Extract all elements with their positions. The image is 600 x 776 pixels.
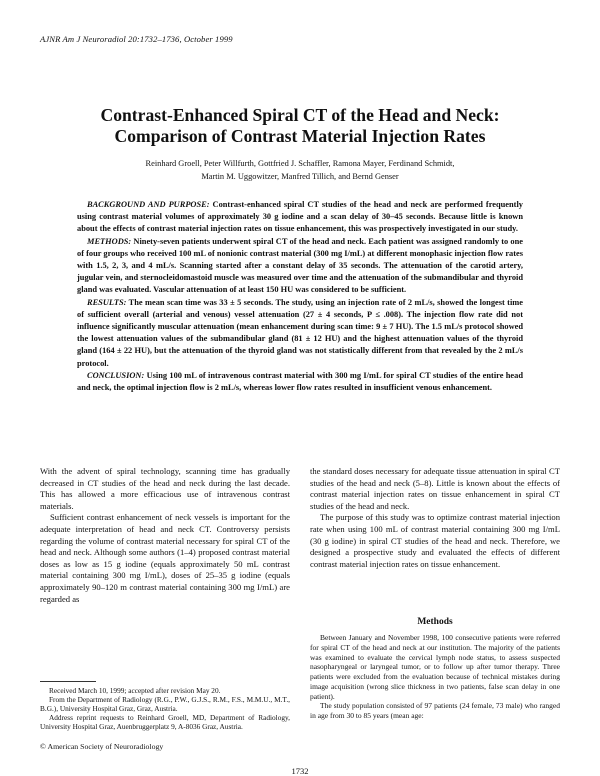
authors-line-2: Martin M. Uggowitzer, Manfred Tillich, and Bernd Genser: [201, 172, 399, 181]
abstract-results: [77, 297, 523, 370]
footnote-affiliation: From the Department of Radiology (R.G., P.W., G.J.S., R.M., F.S., M.M.U., M.T., B.G.), University Hospital Graz, Graz, Austria.: [40, 695, 290, 714]
footnote-address: Address reprint requests to Reinhard Groell, MD, Department of Radiology, University Hospital Graz, Auenbruggerplatz 9, A-8036 Graz, Austria.: [40, 713, 290, 732]
title-line-1: Contrast-Enhanced Spiral CT of the Head and Neck:: [100, 105, 500, 125]
footnotes: [40, 686, 290, 731]
body-column-left: [40, 466, 290, 605]
abstract-methods: [77, 236, 523, 297]
abstract-results-label: RESULTS:: [87, 297, 127, 307]
methods-heading: Methods: [417, 617, 453, 627]
abstract-results-text: The mean scan time was 33 ± 5 seconds. The study, using an injection rate of 2 mL/s, showed the longest time of sufficient overall (arterial and venous) vessel attenuation (27 ± 4 seconds, P ≤ .008). The injection flow rate did not influence significantly muscular attenuation (mean enhancement during scan time: 9 ± 7 HU). The 1.5 mL/s protocol showed the lowest attenuation values of the submandibular gland (81 ± 12 HU) and the highest attenuation values of the thyroid gland (164 ± 22 HU), but the attenuation of the thyroid gland was not statistically different from that revealed by the 2 mL/s protocol.: [77, 297, 523, 368]
body-column-right: [310, 466, 560, 570]
body-paragraph: With the advent of spiral technology, scanning time has gradually decreased in CT studies of the head and neck during the last decade. This has allowed a more efficacious use of intravenous contrast materials.: [40, 466, 290, 511]
footnote-divider: [40, 681, 96, 682]
page-number: 1732: [291, 766, 309, 776]
copyright-notice: © American Society of Neuroradiology: [40, 742, 164, 751]
methods-paragraph: The study population consisted of 97 patients (24 female, 73 male) who ranged in age from 30 to 85 years (mean age:: [310, 701, 560, 720]
abstract-conclusion-text: Using 100 mL of intravenous contrast material with 300 mg I/mL for spiral CT studies of the entire head and neck, the optimal injection flow is 2 mL/s, whereas lower flow rates resulted in insufficient venous enhancement.: [77, 370, 523, 393]
abstract-conclusion: [77, 370, 523, 394]
abstract: [77, 199, 523, 394]
author-list: [80, 157, 520, 183]
article-title: [40, 105, 560, 147]
body-paragraph: The purpose of this study was to optimize contrast material injection rate when using 100 mL of contrast material containing 300 mg I/mL (30 g iodine) in spiral CT studies of the head and neck. Therefore, we designed a prospective study and evaluated the effects of different contrast material injection rates on tissue enhancement.: [310, 512, 560, 569]
abstract-conclusion-label: CONCLUSION:: [87, 370, 145, 380]
title-line-2: Comparison of Contrast Material Injection Rates: [114, 126, 486, 146]
methods-paragraph: Between January and November 1998, 100 consecutive patients were referred for spiral CT of the head and neck at our institution. The majority of the patients was examined to evaluate the cervical lymph node status, to assess suspected nasopharyngeal or laryngeal tumor, or to follow up after tumor therapy. Three patients were excluded from the evaluation because of technical mistakes during image acquisition (wrong slice thickness in two patients, false scan delay in one patient).: [310, 633, 560, 701]
body-paragraph: the standard doses necessary for adequate tissue attenuation in spiral CT studies of the head and neck (5–8). Little is known about the effects of contrast material injection rates on tissue enhancement in spiral CT studies of the head and neck.: [310, 466, 560, 511]
methods-section: [310, 633, 560, 721]
authors-line-1: Reinhard Groell, Peter Willfurth, Gottfried J. Schaffler, Ramona Mayer, Ferdinand Schmidt,: [145, 159, 455, 168]
journal-citation: AJNR Am J Neuroradiol 20:1732–1736, October 1999: [40, 34, 233, 44]
abstract-background-text: Contrast-enhanced spiral CT studies of the head and neck are performed frequently using contrast material volumes of approximately 30 g iodine and a scan delay of 30–45 seconds. Because little is known about the effects of contrast material injection rates on tissue enhancement, this was prospectively investigated in our study.: [77, 200, 523, 234]
abstract-background-label: BACKGROUND AND PURPOSE:: [87, 200, 210, 209]
body-paragraph: Sufficient contrast enhancement of neck vessels is important for the adequate interpretation of head and neck CT. Controversy persists regarding the volume of contrast material necessary for spiral CT of the head and neck. Although some authors (1–4) proposed contrast material doses as low as 15 g iodine (equals approximately 50 mL contrast material containing 300 mg I/mL), doses of 25–35 g iodine (equals approximately 90–120 m contrast material containing 300 mg I/mL) are regarded as: [40, 512, 290, 604]
abstract-background: [77, 199, 523, 236]
abstract-methods-label: METHODS:: [87, 236, 132, 246]
abstract-methods-text: Ninety-seven patients underwent spiral CT of the head and neck. Each patient was assigned randomly to one of four groups who received 100 mL of nonionic contrast material (300 mg I/mL) at different monophasic injection flow rates with 1.5, 2, 3, and 4 mL/s. Scanning started after a constant delay of 35 seconds. The attenuation of the carotid artery, jugular vein, and sternocleidomastoid muscle was measured over time and the attenuation of the submandibular and thyroid gland was evaluated. Vascular attenuation of at least 150 HU was considered to be sufficient.: [77, 236, 523, 295]
footnote-received: Received March 10, 1999; accepted after revision May 20.: [49, 686, 221, 695]
